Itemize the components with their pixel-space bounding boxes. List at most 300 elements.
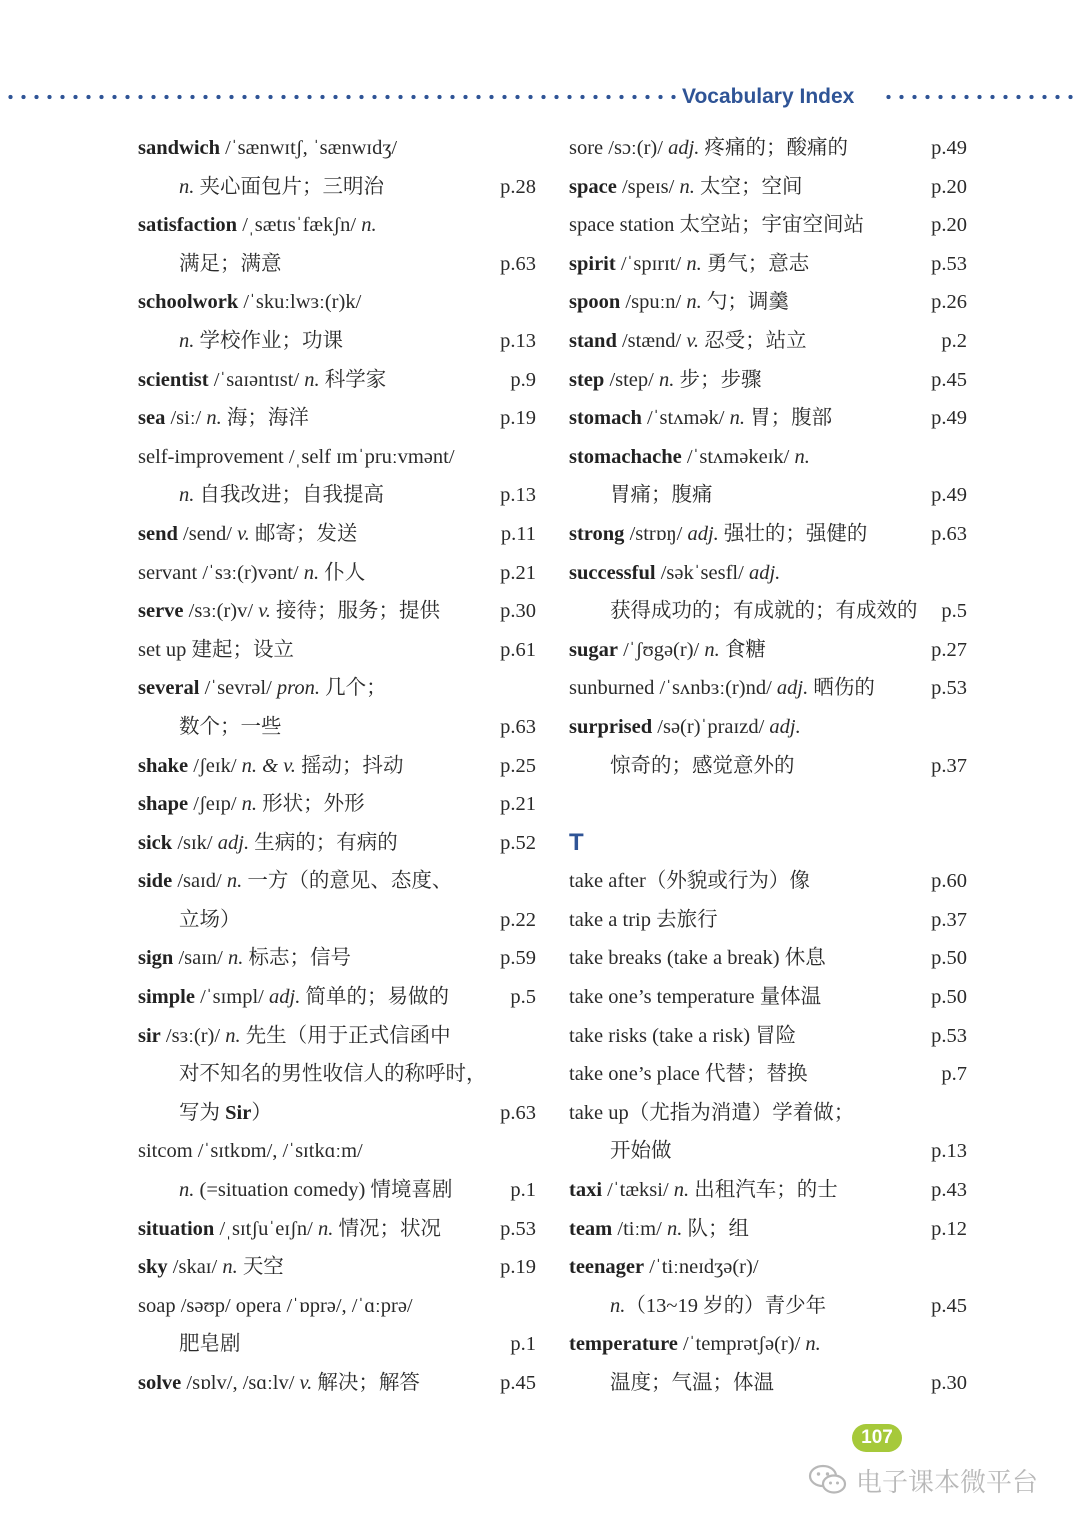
entry-text: 肥皂剧 [179, 1333, 241, 1356]
part-of-speech: adj. [269, 986, 301, 1009]
section-title: Vocabulary Index [682, 85, 855, 108]
entry-text: 先生（用于正式信函中 [240, 1024, 451, 1047]
headword: sign [138, 947, 174, 970]
page-ref: p.26 [931, 291, 967, 314]
entry-text: /ˈskuːlwɜː(r)k/ [238, 291, 362, 314]
entry-line [569, 939, 967, 978]
page-ref: p.5 [941, 600, 967, 623]
page-ref: p.50 [931, 947, 967, 970]
entry-text: 解决；解答 [312, 1372, 420, 1394]
entry-line [569, 129, 967, 168]
entry-line [138, 708, 536, 747]
page-ref: p.63 [500, 252, 536, 275]
entry-text: 晒伤的 [808, 677, 875, 700]
entry-text: 胃痛；腹痛 [610, 484, 713, 507]
spacer [569, 785, 967, 824]
entry-line [569, 322, 967, 361]
headword: stomach [569, 407, 642, 430]
entry-text: /skaɪ/ [167, 1256, 223, 1279]
entry-text: 情况；状况 [333, 1217, 441, 1240]
page-ref: p.28 [500, 175, 536, 198]
entry-text: /sɔː(r)/ [603, 137, 669, 159]
entry-text: /ˈspɪrɪt/ [615, 252, 687, 275]
entry-text: 步；步骤 [674, 368, 762, 391]
entry-text: 生病的；有病的 [249, 831, 398, 854]
headword: take up [569, 1101, 629, 1124]
entry-text: 摇动；抖动 [295, 754, 404, 777]
page-ref: p.45 [500, 1372, 536, 1394]
entry-text: 温度；气温；体温 [610, 1372, 774, 1394]
wechat-icon [808, 1463, 848, 1497]
entry-line [138, 245, 536, 284]
headword: sandwich [138, 137, 221, 159]
headword: sore [569, 137, 604, 159]
entry-line [138, 824, 536, 863]
entry-line [138, 1210, 536, 1249]
entry-line [138, 1325, 536, 1364]
part-of-speech: n. [179, 329, 195, 352]
headword: schoolwork [138, 291, 239, 314]
entry-text: 出租汽车；的士 [689, 1179, 838, 1202]
entry-line [569, 399, 967, 438]
entry-line [569, 361, 967, 400]
page-ref: p.49 [931, 484, 967, 507]
entry-text: /speɪs/ [616, 175, 680, 198]
entry-line [138, 631, 536, 670]
part-of-speech: adj. [769, 715, 801, 738]
entry-text: ） [251, 1101, 272, 1124]
entry-line [138, 1287, 536, 1326]
part-of-speech: n. [686, 291, 702, 314]
part-of-speech: n. [226, 870, 243, 893]
headword: scientist [138, 368, 209, 391]
headword: simple [138, 986, 195, 1009]
entry-line [138, 168, 536, 207]
entry-text: 数个；一些 [179, 715, 282, 738]
watermark [808, 1460, 1038, 1500]
entry-text: /ˌsɪtʃuˈeɪʃn/ [214, 1217, 318, 1240]
page-ref: p.13 [500, 329, 536, 352]
headword: team [569, 1217, 613, 1240]
headword: space [569, 175, 617, 198]
page-ref: p.61 [500, 638, 536, 661]
entry-text: 一方（的意见、态度、 [242, 870, 453, 893]
entry-text: /saɪd/ [172, 870, 227, 893]
entry-line [569, 901, 967, 940]
part-of-speech: adj. [217, 831, 250, 854]
page-ref: p.25 [500, 754, 536, 777]
entry-text: /ˈsɜː(r)vənt/ [197, 561, 304, 584]
page-ref: p.19 [500, 1256, 536, 1279]
entry-text: /səkˈsesfl/ [655, 561, 749, 584]
entry-text: 代替；替换 [699, 1063, 808, 1086]
entry-text: /stænd/ [616, 329, 687, 352]
entry-text: 疼痛的；酸痛的 [699, 137, 849, 159]
headword: take breaks (take a break) [569, 947, 780, 970]
headword: spirit [569, 252, 616, 275]
entry-text: /siː/ [165, 407, 207, 430]
entry-line [138, 515, 536, 554]
entry-text: 自我改进；自我提高 [194, 484, 384, 507]
part-of-speech: adj. [748, 561, 781, 584]
page-ref: p.1 [510, 1179, 536, 1202]
page-ref: p.9 [510, 368, 536, 391]
entry-text: 满足；满意 [179, 252, 282, 275]
entry-text: 食糖 [719, 638, 766, 661]
entry-line [569, 1248, 967, 1287]
part-of-speech: n. [704, 638, 720, 661]
entry-line [138, 592, 536, 631]
page-ref: p.53 [931, 677, 967, 700]
entry-text: 休息 [779, 947, 826, 970]
part-of-speech: n. [241, 793, 258, 816]
part-of-speech: n. [304, 368, 320, 391]
headword: take risks (take a risk) [569, 1024, 751, 1047]
headword: stand [569, 329, 617, 352]
headword: temperature [569, 1333, 678, 1356]
entry-text: /sɒlv/, /sɑːlv/ [181, 1372, 300, 1394]
entry-text: 强壮的；强健的 [718, 522, 868, 545]
page-ref: p.63 [500, 1101, 536, 1124]
part-of-speech: n. [228, 947, 244, 970]
part-of-speech: n. [658, 368, 675, 391]
entry-text: 建起；设立 [186, 638, 295, 661]
entry-line [138, 862, 536, 901]
entry-line [569, 592, 967, 631]
page-ref: p.12 [931, 1217, 967, 1240]
letter-heading: T [569, 828, 584, 856]
entry-text: 写为 [179, 1101, 226, 1124]
page-ref: p.53 [931, 252, 967, 275]
entry-text: /spuːn/ [620, 291, 687, 314]
part-of-speech: adj. [776, 677, 809, 700]
entry-text: 几个； [320, 677, 387, 700]
entry-text: 形状；外形 [257, 793, 365, 816]
page-ref: p.22 [500, 908, 536, 931]
entry-line [138, 206, 536, 245]
part-of-speech: n. [361, 214, 377, 237]
entry-line [138, 785, 536, 824]
entry-line [138, 322, 536, 361]
entry-line [569, 1132, 967, 1171]
entry-text: 对不知名的男性收信人的称呼时， [179, 1063, 487, 1086]
part-of-speech: n. [679, 175, 695, 198]
entry-text: /ˈsʌnbɜː(r)nd/ [654, 677, 777, 700]
headword-inline: Sir [225, 1101, 252, 1124]
entry-line [569, 1325, 967, 1364]
entry-text: （外貌或行为）像 [645, 870, 810, 893]
entry-line [138, 1364, 536, 1403]
headword: space station [569, 214, 675, 237]
headword: several [138, 677, 200, 700]
headword: solve [138, 1372, 182, 1394]
headword: step [569, 368, 605, 391]
page-ref: p.7 [941, 1063, 967, 1086]
headword: sugar [569, 638, 618, 661]
entry-line [569, 1094, 967, 1133]
entry-text: /ʃeɪp/ [188, 793, 242, 816]
entry-text: /ˈsaɪəntɪst/ [208, 368, 305, 391]
headword: teenager [569, 1256, 645, 1279]
page-ref: p.5 [510, 986, 536, 1009]
headword: sky [138, 1256, 168, 1279]
entry-text: 立场） [179, 908, 241, 931]
headword: successful [569, 561, 656, 584]
entry-line [569, 1210, 967, 1249]
entry-line [138, 129, 536, 168]
left-column [138, 129, 536, 1403]
entry-text: /sɜː(r)v/ [183, 600, 259, 623]
part-of-speech: n. [686, 252, 702, 275]
entry-text: 邮寄；发送 [249, 522, 358, 545]
entry-line [138, 669, 536, 708]
page-ref: p.50 [931, 986, 967, 1009]
headword: take one’s temperature [569, 986, 755, 1009]
part-of-speech: adj. [668, 137, 700, 159]
part-of-speech: n. [729, 407, 745, 430]
entry-line [138, 361, 536, 400]
headword: situation [138, 1217, 215, 1240]
part-of-speech: n. [610, 1294, 626, 1317]
page-ref: p.21 [500, 793, 536, 816]
headword: sea [138, 407, 166, 430]
entry-line [138, 747, 536, 786]
entry-text: （尤指为消遣）学着做； [628, 1101, 855, 1124]
entry-line [569, 669, 967, 708]
page-number-badge: 107 [852, 1424, 902, 1452]
entry-text: 学校作业；功课 [194, 329, 343, 352]
entry-text: /sɜː(r)/ [160, 1024, 226, 1047]
entry-text: 忍受；站立 [699, 329, 807, 352]
entry-text: 勇气；意志 [701, 252, 810, 275]
part-of-speech: adj. [687, 522, 719, 545]
entry-text: /ˈstʌmək/ [641, 407, 730, 430]
entry-line [569, 747, 967, 786]
entry-line [569, 438, 967, 477]
entry-line [569, 168, 967, 207]
entry-text: 海；海洋 [221, 407, 309, 430]
part-of-speech: n. [206, 407, 222, 430]
headword: sir [138, 1024, 161, 1047]
entry-line [138, 438, 536, 477]
entry-line [138, 476, 536, 515]
part-of-speech: v. [299, 1372, 313, 1394]
entry-text: 标志；信号 [243, 947, 351, 970]
entry-text: 去旅行 [650, 908, 718, 931]
entry-line [138, 1132, 536, 1171]
entry-text: 量体温 [754, 986, 822, 1009]
entry-text: /strɒŋ/ [624, 522, 688, 545]
page-ref: p.63 [931, 522, 967, 545]
entry-text: /send/ [177, 522, 238, 545]
entry-text: 太空站；宇宙空间站 [674, 214, 864, 237]
entry-line [569, 1017, 967, 1056]
page-ref: p.13 [500, 484, 536, 507]
headword: set up [138, 638, 187, 661]
part-of-speech: n. & v. [241, 754, 296, 777]
headword: soap [138, 1294, 176, 1317]
entry-text: 获得成功的；有成就的；有成效的 [610, 600, 918, 623]
entry-text: /sɪk/ [172, 831, 218, 854]
part-of-speech: pron. [276, 677, 320, 700]
page-ref: p.19 [500, 407, 536, 430]
page-ref: p.30 [931, 1372, 967, 1394]
headword: send [138, 522, 178, 545]
section-letter [569, 824, 967, 863]
headword: self-improvement [138, 445, 284, 468]
entry-line [138, 1094, 536, 1133]
part-of-speech: n. [179, 484, 195, 507]
entry-line [138, 283, 536, 322]
entry-line [569, 1171, 967, 1210]
entry-text: 接待；服务；提供 [270, 600, 441, 623]
entry-text: /ˈstʌməkeɪk/ [681, 445, 795, 468]
part-of-speech: n. [179, 1179, 195, 1202]
entry-line [138, 1171, 536, 1210]
page-ref: p.30 [500, 600, 536, 623]
entry-text: 科学家 [319, 368, 387, 391]
entry-text: /ˈtiːneɪdʒə(r)/ [644, 1256, 759, 1279]
page-ref: p.43 [931, 1179, 967, 1202]
page-ref: p.63 [500, 715, 536, 738]
entry-line [569, 708, 967, 747]
part-of-speech: n. [225, 1024, 241, 1047]
entry-line [138, 1055, 536, 1094]
headword: shape [138, 793, 189, 816]
part-of-speech: n. [317, 1217, 334, 1240]
headword: side [138, 870, 173, 893]
entry-line [569, 1287, 967, 1326]
entry-text: /saɪn/ [173, 947, 228, 970]
entry-line [138, 554, 536, 593]
page-ref: p.45 [931, 368, 967, 391]
page-ref: p.20 [931, 214, 967, 237]
headword: strong [569, 522, 625, 545]
page-ref: p.60 [931, 870, 967, 893]
headword: take one’s place [569, 1063, 700, 1086]
entry-text: /ˈʃʊgə(r)/ [617, 638, 705, 661]
headword: spoon [569, 291, 621, 314]
entry-line [138, 1248, 536, 1287]
headword: taxi [569, 1179, 603, 1202]
dotted-rule-left [4, 94, 676, 100]
part-of-speech: n. [222, 1256, 238, 1279]
entry-text: /ˌsætɪsˈfækʃn/ [237, 214, 362, 237]
page-ref: p.1 [510, 1333, 536, 1356]
page-ref: p.27 [931, 638, 967, 661]
part-of-speech: n. [179, 175, 195, 198]
entry-line [569, 245, 967, 284]
page-ref: p.53 [931, 1024, 967, 1047]
entry-line [569, 283, 967, 322]
entry-text: /ˌself ɪmˈpruːvmənt/ [283, 445, 455, 468]
entry-text: /ˈsɪtkɒm/, /ˈsɪtkɑːm/ [192, 1140, 363, 1163]
headword: surprised [569, 715, 653, 738]
page-ref: p.2 [941, 329, 967, 352]
page-ref: p.59 [500, 947, 536, 970]
page-ref: p.52 [500, 831, 536, 854]
entry-line [569, 476, 967, 515]
headword: sitcom [138, 1140, 193, 1163]
entry-text: 开始做 [610, 1140, 672, 1163]
entry-text: /səʊp/ opera /ˈɒprə/, /ˈɑːprə/ [175, 1294, 413, 1317]
entry-line [569, 515, 967, 554]
entry-text: 仆人 [319, 561, 366, 584]
entry-text: /ˈsevrəl/ [199, 677, 277, 700]
entry-line [138, 901, 536, 940]
entry-text: /ˈtæksi/ [602, 1179, 674, 1202]
page-ref: p.11 [500, 522, 536, 545]
entry-text: 勺；调羹 [701, 291, 789, 314]
right-column [569, 129, 967, 1403]
part-of-speech: n. [666, 1217, 683, 1240]
page-ref: p.45 [931, 1294, 967, 1317]
entry-line [138, 399, 536, 438]
entry-text: /tiːm/ [612, 1217, 667, 1240]
entry-text: /sə(r)ˈpraɪzd/ [652, 715, 770, 738]
entry-line [138, 978, 536, 1017]
page-ref: p.49 [931, 137, 967, 159]
entry-text: /ˈtemprətʃə(r)/ [677, 1333, 806, 1356]
part-of-speech: v. [237, 522, 250, 545]
entry-text: 冒险 [750, 1024, 797, 1047]
entry-line [569, 978, 967, 1017]
entry-text: 天空 [237, 1256, 284, 1279]
entry-line [569, 1055, 967, 1094]
watermark-text: 电子课本微平台 [856, 1467, 1039, 1498]
page-ref: p.21 [500, 561, 536, 584]
headword: take after [569, 870, 646, 893]
page-ref: p.20 [931, 175, 967, 198]
page-ref: p.37 [931, 754, 967, 777]
header-bar [0, 84, 1080, 110]
part-of-speech: n. [673, 1179, 690, 1202]
entry-line [569, 631, 967, 670]
headword: shake [138, 754, 189, 777]
headword: serve [138, 600, 184, 623]
headword: take a trip [569, 908, 651, 931]
entry-line [138, 939, 536, 978]
dotted-rule-right [882, 94, 1078, 100]
headword: stomachache [569, 445, 682, 468]
part-of-speech: v. [686, 329, 700, 352]
page-ref: p.49 [931, 407, 967, 430]
entry-text: 队；组 [682, 1217, 749, 1240]
headword: sunburned [569, 677, 655, 700]
part-of-speech: v. [258, 600, 271, 623]
headword: servant [138, 561, 198, 584]
part-of-speech: n. [794, 445, 810, 468]
headword: sick [138, 831, 173, 854]
entry-line [569, 1364, 967, 1403]
page-ref: p.13 [931, 1140, 967, 1163]
part-of-speech: n. [303, 561, 320, 584]
entry-text: /ʃeɪk/ [188, 754, 242, 777]
entry-text: （13~19 岁的）青少年 [625, 1294, 827, 1317]
entry-text: 简单的；易做的 [300, 986, 449, 1009]
entry-line [569, 206, 967, 245]
entry-text: /ˈsænwɪtʃ, ˈsænwɪdʒ/ [220, 137, 398, 159]
entry-text: /step/ [604, 368, 659, 391]
page-ref: p.37 [931, 908, 967, 931]
entry-text: (=situation comedy) 情境喜剧 [194, 1179, 453, 1202]
entry-text: 夹心面包片；三明治 [194, 175, 384, 198]
entry-text: 太空；空间 [694, 175, 803, 198]
headword: satisfaction [138, 214, 238, 237]
entry-text: 胃；腹部 [744, 407, 833, 430]
entry-text: 惊奇的；感觉意外的 [610, 754, 795, 777]
page-ref: p.53 [500, 1217, 536, 1240]
